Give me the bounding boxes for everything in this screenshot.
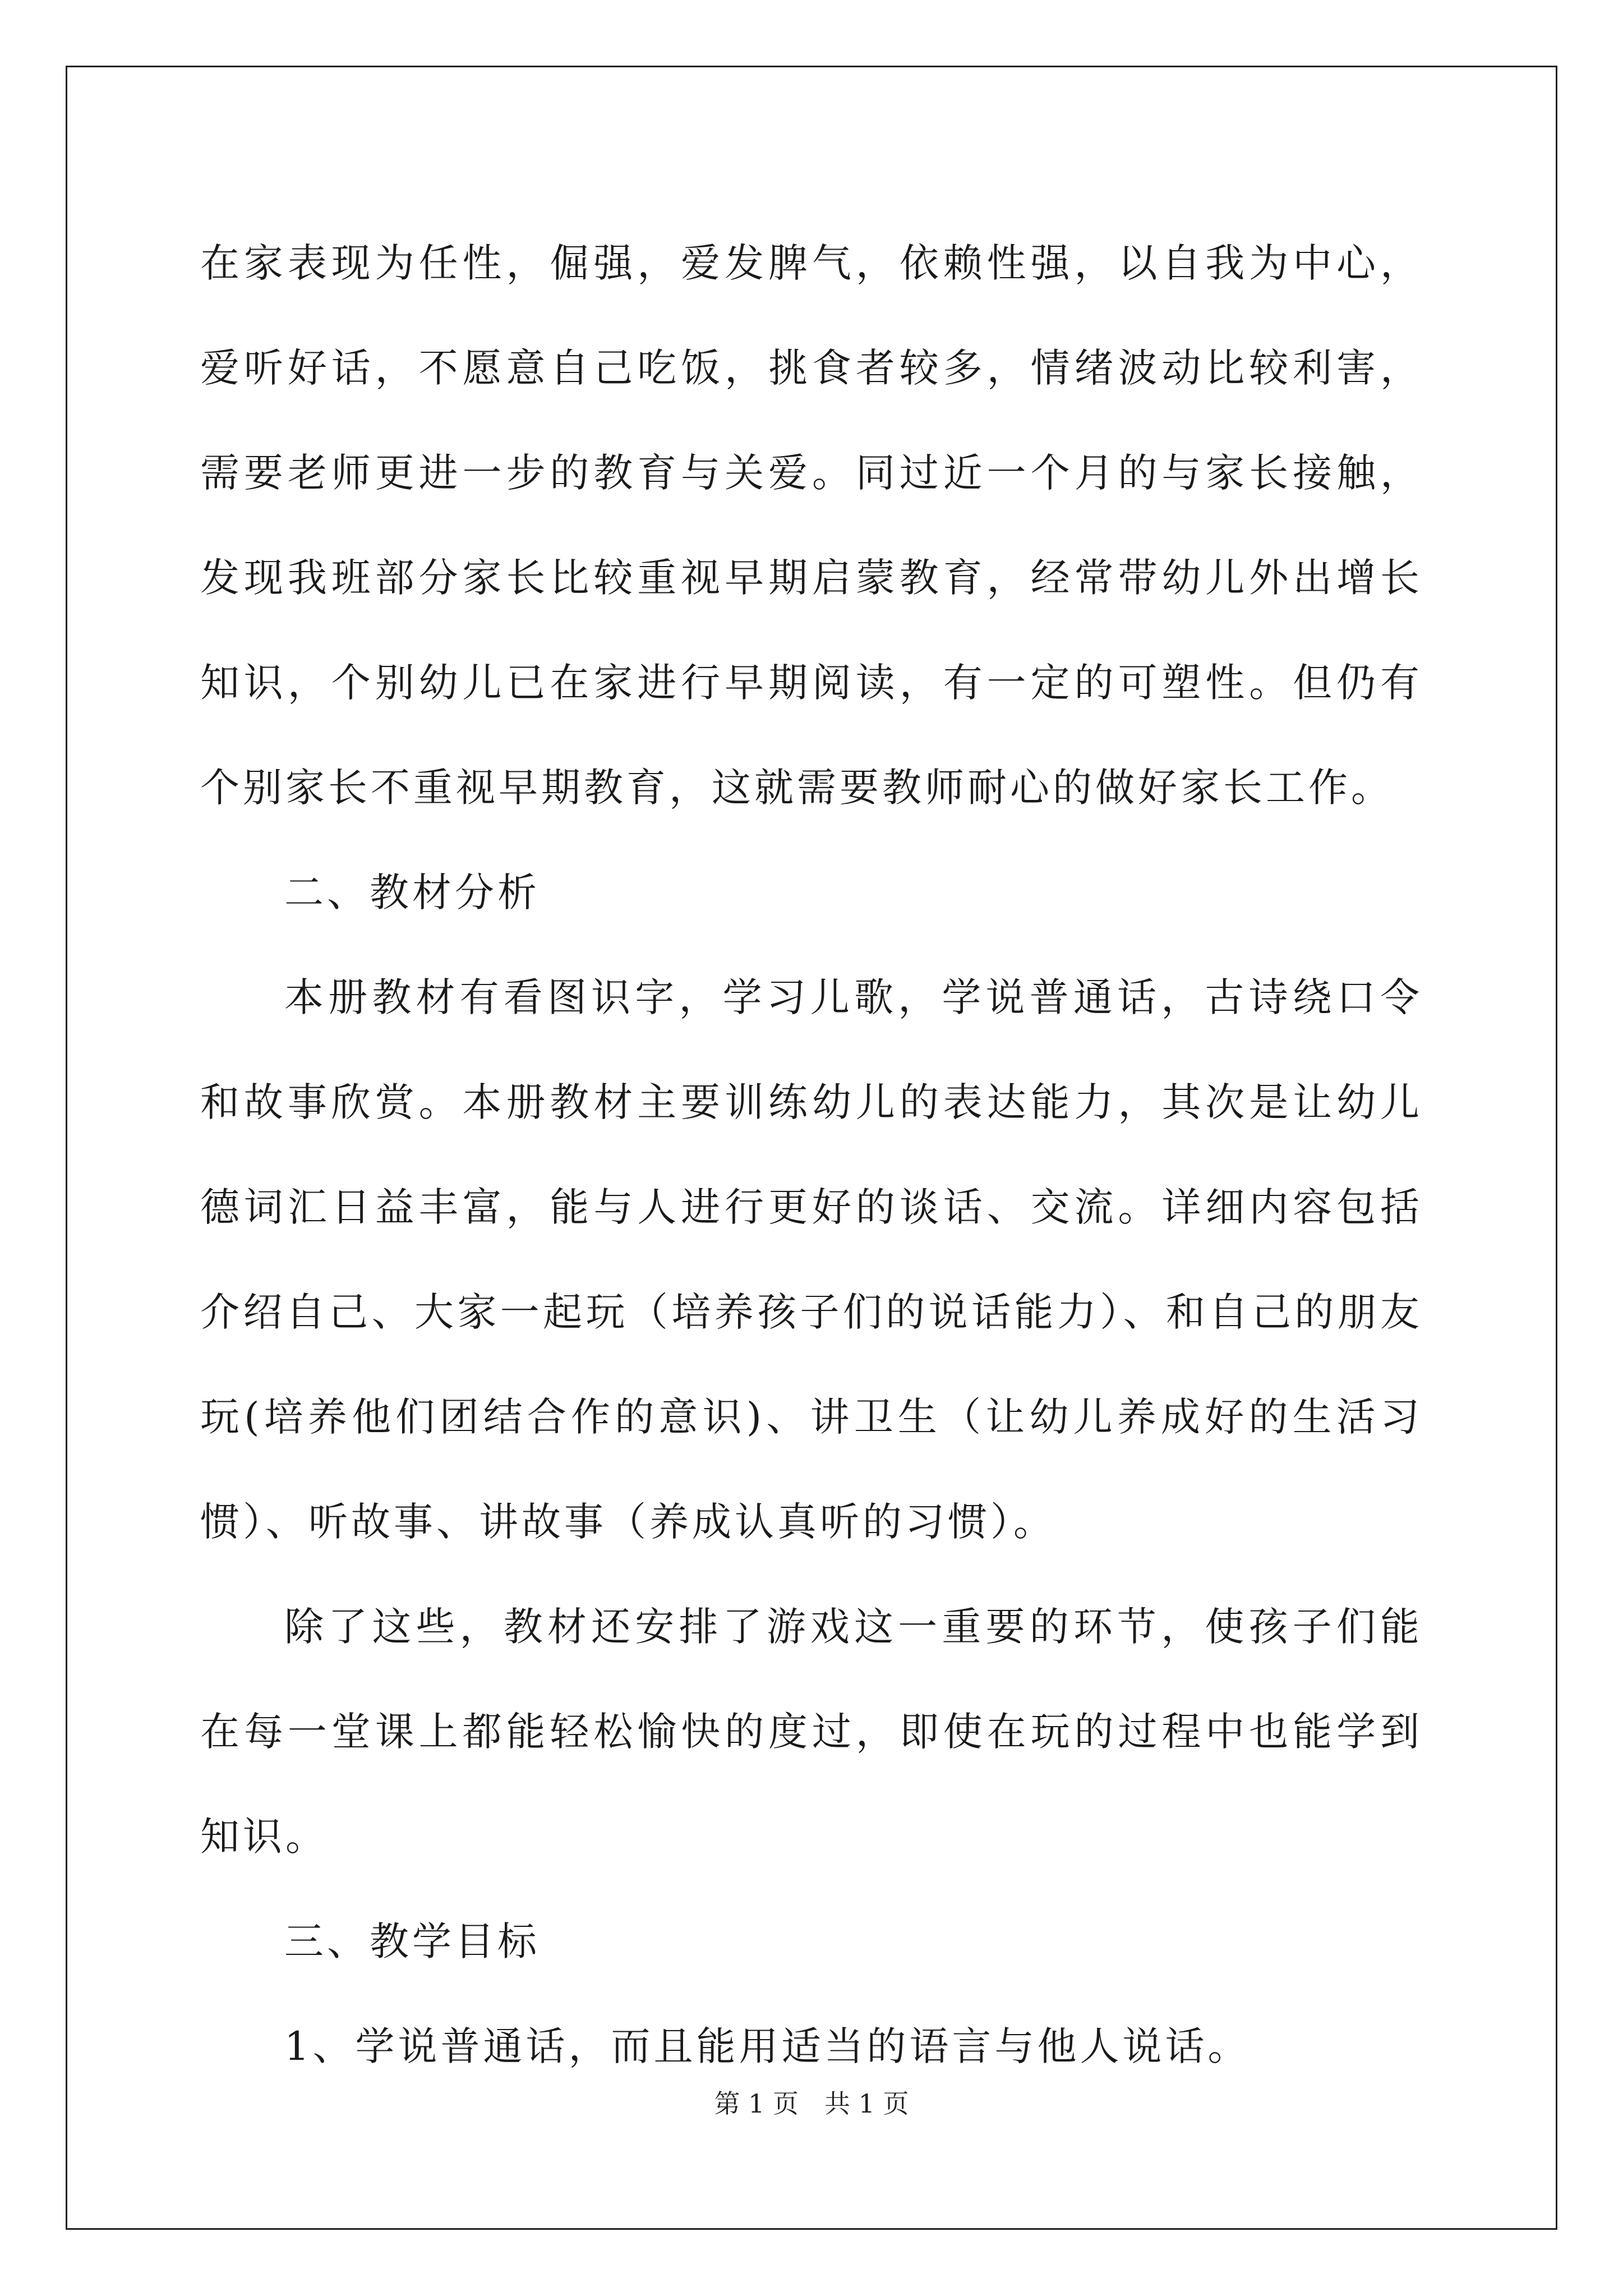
section-heading-materials: 二、教材分析	[284, 869, 540, 915]
section-heading-goals: 三、教学目标	[284, 1918, 540, 1964]
goal-item-1: 1、学说普通话，而且能用适当的语言与他人说话。	[284, 2023, 1251, 2069]
paragraph-intro-continued: 在家表现为任性，倔强，爱发脾气，依赖性强，以自我为中心，爱听好话，不愿意自己吃饭，挑食者较多，情绪波动比较利害，需要老师更进一步的教育与关爱。同过近一个月的与家长接触，发现我班部分家长比较重视早期启蒙教育，经常带幼儿外出增长知识，个别幼儿已在家进行早期阅读，有一定的可塑性。但仍有个别家长不重视早期教育，这就需要教师耐心的做好家长工作。	[200, 240, 1423, 811]
paragraph-materials: 本册教材有看图识字，学习儿歌，学说普通话，古诗绕口令和故事欣赏。本册教材主要训练幼儿的表达能力，其次是让幼儿德词汇日益丰富，能与人进行更好的谈话、交流。详细内容包括介绍自己、大家一起玩（培养孩子们的说话能力）、和自己的朋友玩(培养他们团结合作的意识)、讲卫生（让幼儿养成好的生活习惯）、听故事、讲故事（养成认真听的习惯）。	[200, 974, 1423, 1545]
document-body	[200, 211, 1423, 2099]
page-footer: 第 1 页 共 1 页	[714, 2088, 909, 2119]
paragraph-games: 除了这些，教材还安排了游戏这一重要的环节，使孩子们能在每一堂课上都能轻松愉快的度过，即使在玩的过程中也能学到知识。	[200, 1604, 1423, 1860]
